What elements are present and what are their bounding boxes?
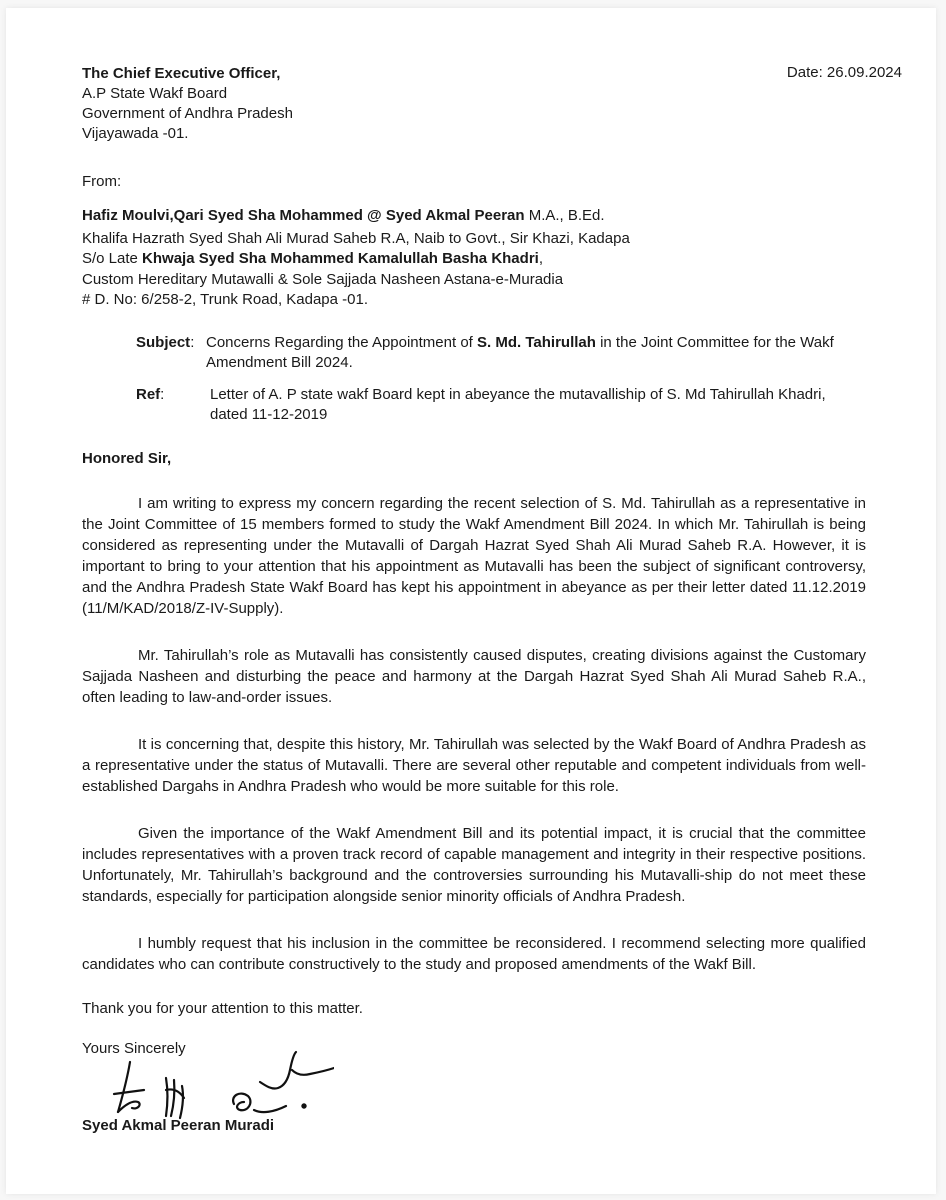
letter-date: Date: 26.09.2024	[786, 64, 902, 81]
ref-label: Ref:	[136, 385, 165, 403]
from-label: From:	[82, 173, 122, 190]
addressee-block	[82, 64, 866, 144]
sender-parent-line: S/o Late Khwaja Syed Sha Mohammed Kamalullah Basha Khadri,	[82, 250, 543, 267]
addressee-line: Government of Andhra Pradesh	[82, 105, 293, 122]
subject-ref-block	[82, 333, 866, 425]
sender-name-line: Hafiz Moulvi,Qari Syed Sha Mohammed @ Syed Akmal Peeran M.A., B.Ed.	[82, 207, 605, 224]
addressee-line: The Chief Executive Officer,	[82, 65, 281, 82]
subject-row	[136, 333, 866, 373]
salutation: Honored Sir,	[82, 449, 172, 467]
thanks-line: Thank you for your attention to this matter.	[82, 999, 363, 1017]
letter-body	[82, 64, 866, 1059]
subject-text: Concerns Regarding the Appointment of S. Md. Tahirullah in the Joint Committee for the Wakf Amendment Bill 2024.	[206, 333, 834, 371]
body-paragraph: Mr. Tahirullah’s role as Mutavalli has consistently caused disputes, creating divisions against the Customary Sajjada Nasheen and disturbing the peace and harmony at the Dargah Hazrat Syed Shah Ali Murad Saheb R.A., often leading to law-and-order issues.	[82, 646, 866, 706]
ref-row	[136, 385, 866, 425]
sender-address-line: # D. No: 6/258-2, Trunk Road, Kadapa -01.	[82, 291, 369, 308]
sender-block	[82, 206, 866, 311]
sender-title-line: Khalifa Hazrath Syed Shah Ali Murad Saheb R.A, Naib to Govt., Sir Khazi, Kadapa	[82, 229, 630, 247]
sender-role-line: Custom Hereditary Mutawalli & Sole Sajjada Nasheen Astana-e-Muradia	[82, 270, 564, 288]
body-paragraph: I am writing to express my concern regarding the recent selection of S. Md. Tahirullah as a representative in the Joint Committee of 15 members formed to study the Wakf Amendment Bill 2024. In which Mr. Tahirullah is being considered as representing under the Mutavalli of Dargah Hazrat Syed Shah Ali Murad Saheb R.A. However, it is important to bring to your attention that his appointment as Mutavalli has been the subject of significant controversy, and the Andhra Pradesh State Wakf Board has kept his appointment in abeyance as per their letter dated 11.12.2019 (11/M/KAD/2018/Z-IV-Supply).	[82, 494, 866, 617]
ref-text: Letter of A. P state wakf Board kept in abeyance the mutavalliship of S. Md Tahirullah Khadri, dated 11-12-2019	[210, 385, 826, 423]
closing-line: Yours Sincerely	[82, 1039, 186, 1057]
body-paragraph: It is concerning that, despite this history, Mr. Tahirullah was selected by the Wakf Board of Andhra Pradesh as a representative under the status of Mutavalli. There are several other reputable and competent individuals from well-established Dargahs in Andhra Pradesh who would be more suitable for this role.	[82, 735, 866, 795]
addressee-line: Vijayawada -01.	[82, 125, 189, 142]
signatory-name: Syed Akmal Peeran Muradi	[82, 1117, 275, 1134]
body-paragraph: I humbly request that his inclusion in the committee be reconsidered. I recommend selecting more qualified candidates who can contribute constructively to the study and proposed amendments of the Wakf Bill.	[82, 934, 866, 973]
subject-label: Subject:	[136, 333, 195, 351]
body-paragraph: Given the importance of the Wakf Amendment Bill and its potential impact, it is crucial that the committee includes representatives with a proven track record of capable management and integrity in their respective positions. Unfortunately, Mr. Tahirullah’s background and the controversies surrounding his Mutavalli-ship do not meet these standards, especially for participation alongside senior minority officials of Andhra Pradesh.	[82, 824, 866, 905]
addressee-line: A.P State Wakf Board	[82, 85, 228, 102]
